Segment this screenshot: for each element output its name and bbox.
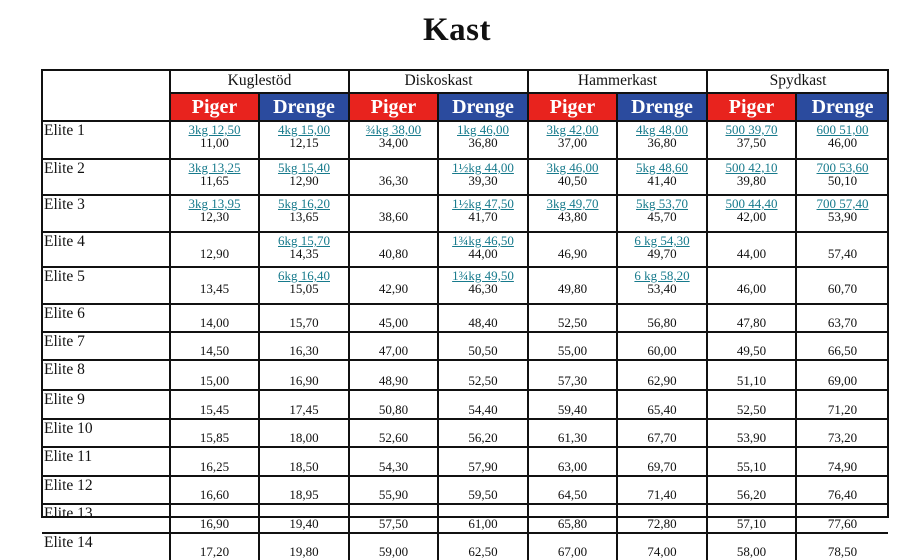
row-label: Elite 12 [42,476,170,504]
table-cell [528,533,617,560]
cell-value: 14,00 [199,315,230,330]
table-cell [259,447,349,476]
cell-value: 56,20 [468,430,498,445]
table-cell [617,533,707,560]
cell-value: 39,80 [736,173,767,188]
weight-link[interactable]: 6 kg 58,20 [634,268,690,283]
cell-value: 11,65 [200,173,229,188]
table-cell [707,121,796,159]
table-cell [528,390,617,419]
cell-value: 37,50 [736,135,767,150]
cell-value: 15,85 [199,430,230,445]
cell-value: 40,80 [378,246,409,261]
table-cell [170,390,259,419]
cell-value: 18,50 [289,459,319,474]
weight-link[interactable]: 3kg 46,00 [546,160,599,175]
cell-value: 36,30 [378,173,409,188]
cell-value: 18,95 [289,487,319,502]
corner-cell [42,93,170,121]
table-cell [438,304,528,332]
weight-link[interactable]: 5kg 15,40 [278,160,330,175]
weight-link[interactable]: 700 53,60 [816,160,869,175]
table-cell [528,304,617,332]
piger-header: Piger [170,93,259,121]
table-cell [796,504,888,533]
cell-value: 63,00 [557,459,588,474]
cell-value: 50,50 [468,343,498,358]
table-cell [349,159,438,195]
cell-value: 19,40 [289,516,319,531]
cell-value: 74,00 [647,544,677,559]
cell-value: 46,30 [468,281,498,296]
table-cell [349,195,438,232]
cell-value: 50,80 [378,402,409,417]
cell-value: 46,90 [557,246,588,261]
weight-link[interactable]: 5kg 16,20 [278,196,330,211]
table-cell [259,304,349,332]
cell-value: 73,20 [827,430,858,445]
cell-value: 60,70 [827,281,858,296]
table-cell [528,419,617,447]
row-label: Elite 10 [42,419,170,447]
cell-value: 55,10 [736,459,767,474]
piger-header: Piger [349,93,438,121]
weight-link[interactable]: 1¾kg 49,50 [452,268,514,283]
table-row [42,533,888,560]
table-cell [796,390,888,419]
cell-value: 50,10 [827,173,858,188]
page-title: Kast [423,12,491,48]
discipline-header: Kuglestöd [170,70,349,93]
cell-value: 47,00 [378,343,409,358]
drenge-header: Drenge [617,93,707,121]
table-cell [707,360,796,390]
cell-value: 66,50 [827,343,858,358]
table-cell [259,360,349,390]
cell-value: 78,50 [827,544,858,559]
table-row [42,332,888,360]
cell-value: 44,00 [736,246,767,261]
table-cell [349,390,438,419]
row-label: Elite 8 [42,360,170,390]
cell-value: 36,80 [468,135,498,150]
cell-value: 56,80 [647,315,677,330]
table-cell [170,533,259,560]
cell-value: 52,60 [378,430,409,445]
table-cell [259,504,349,533]
weight-link[interactable]: 3kg 12,50 [188,122,241,137]
weight-link[interactable]: 700 57,40 [816,196,869,211]
cell-value: 54,40 [468,402,498,417]
cell-value: 65,80 [557,516,588,531]
cell-value: 41,40 [647,173,677,188]
table-cell [528,476,617,504]
cell-value: 16,90 [199,516,230,531]
table-cell [617,232,707,267]
weight-link[interactable]: 1kg 46,00 [457,122,509,137]
table-row [42,360,888,390]
table-cell [170,419,259,447]
table-cell [259,476,349,504]
table-cell [528,267,617,304]
row-label: Elite 2 [42,159,170,195]
cell-value: 34,00 [378,135,409,150]
discipline-header: Hammerkast [528,70,707,93]
cell-value: 48,90 [378,373,409,388]
table-cell [796,121,888,159]
table-cell [349,504,438,533]
row-label: Elite 1 [42,121,170,159]
table-cell [617,447,707,476]
table-cell [707,267,796,304]
cell-value: 76,40 [827,487,858,502]
cell-value: 53,40 [647,281,677,296]
cell-value: 51,10 [736,373,767,388]
row-label: Elite 3 [42,195,170,232]
drenge-header: Drenge [796,93,888,121]
cell-value: 49,70 [647,246,677,261]
cell-value: 40,50 [557,173,588,188]
table-cell [617,332,707,360]
piger-header: Piger [528,93,617,121]
cell-value: 57,40 [827,246,858,261]
table-cell [796,267,888,304]
table-cell [528,195,617,232]
table-cell [796,533,888,560]
cell-value: 57,90 [468,459,498,474]
table-cell [617,476,707,504]
weight-link[interactable]: 3kg 49,70 [546,196,599,211]
cell-value: 56,20 [736,487,767,502]
cell-value: 59,50 [468,487,498,502]
cell-value: 37,00 [557,135,588,150]
table-cell [528,332,617,360]
cell-value: 52,50 [468,373,498,388]
weight-link[interactable]: 600 51,00 [816,122,869,137]
table-cell [617,121,707,159]
table-cell [349,304,438,332]
table-cell [707,419,796,447]
cell-value: 77,60 [827,516,858,531]
discipline-header-row [42,70,888,93]
weight-link[interactable]: 3kg 13,95 [188,196,241,211]
table-cell [796,304,888,332]
cell-value: 12,90 [199,246,230,261]
cell-value: 15,00 [199,373,230,388]
weight-link[interactable]: 3kg 42,00 [546,122,599,137]
table-cell [349,267,438,304]
table-cell [259,121,349,159]
cell-value: 57,10 [736,516,767,531]
discipline-header: Spydkast [707,70,888,93]
corner-cell [42,70,170,93]
table-cell [796,447,888,476]
table-cell [707,304,796,332]
cell-value: 49,80 [557,281,588,296]
cell-value: 16,30 [289,343,319,358]
cell-value: 13,45 [199,281,230,296]
cell-value: 12,90 [289,173,319,188]
cell-value: 63,70 [827,315,858,330]
table-cell [438,159,528,195]
cell-value: 60,00 [647,343,677,358]
cell-value: 62,50 [468,544,498,559]
table-cell [438,332,528,360]
table-cell [796,360,888,390]
table-cell [170,447,259,476]
table-cell [170,195,259,232]
row-label: Elite 9 [42,390,170,419]
row-label: Elite 14 [42,533,170,560]
table-cell [349,232,438,267]
cell-value: 59,40 [557,402,588,417]
table-cell [259,332,349,360]
table-cell [438,360,528,390]
table-cell [528,447,617,476]
cell-value: 38,60 [378,209,409,224]
table-row [42,447,888,476]
cell-value: 44,00 [468,246,498,261]
cell-value: 45,00 [378,315,409,330]
table-row [42,476,888,504]
cell-value: 36,80 [647,135,677,150]
table-cell [438,232,528,267]
table-cell [170,121,259,159]
table-cell [170,232,259,267]
cell-value: 17,45 [289,402,319,417]
table-cell [707,390,796,419]
cell-value: 67,00 [557,544,588,559]
table-cell [438,419,528,447]
table-cell [349,476,438,504]
cell-value: 52,50 [557,315,588,330]
table-cell [528,232,617,267]
row-label: Elite 13 [42,504,170,533]
cell-value: 42,00 [736,209,767,224]
weight-link[interactable]: 4kg 15,00 [278,122,330,137]
table-cell [438,390,528,419]
table-cell [707,533,796,560]
table-cell [259,533,349,560]
table-cell [796,195,888,232]
table-cell [617,304,707,332]
cell-value: 58,00 [736,544,767,559]
table-cell [170,159,259,195]
table-cell [438,121,528,159]
table-row [42,159,888,195]
table-cell [796,419,888,447]
table-cell [707,232,796,267]
table-cell [170,267,259,304]
table-row [42,121,888,159]
weight-link[interactable]: 1½kg 47,50 [452,196,514,211]
table-cell [438,447,528,476]
weight-link[interactable]: ¾kg 38,00 [365,122,422,137]
table-cell [349,419,438,447]
cell-value: 16,90 [289,373,319,388]
weight-link[interactable]: 5kg 53,70 [636,196,689,211]
table-cell [170,332,259,360]
table-cell [438,504,528,533]
sex-header-row [42,93,888,121]
cell-value: 72,80 [647,516,677,531]
cell-value: 14,50 [199,343,230,358]
table-row [42,504,888,533]
weight-link[interactable]: 6kg 15,70 [278,233,330,248]
table-cell [170,304,259,332]
table-cell [349,360,438,390]
cell-value: 53,90 [827,209,858,224]
table-cell [259,159,349,195]
row-label: Elite 5 [42,267,170,304]
cell-value: 65,40 [647,402,677,417]
table-row [42,195,888,232]
cell-value: 69,70 [647,459,677,474]
table-cell [796,232,888,267]
weight-link[interactable]: 1½kg 44,00 [452,160,514,175]
cell-value: 46,00 [827,135,858,150]
table-cell [707,504,796,533]
cell-value: 53,90 [736,430,767,445]
cell-value: 46,00 [736,281,767,296]
cell-value: 12,30 [199,209,230,224]
cell-value: 74,90 [827,459,858,474]
table-cell [349,121,438,159]
cell-value: 12,15 [289,135,319,150]
cell-value: 55,00 [557,343,588,358]
table-cell [707,447,796,476]
cell-value: 19,80 [289,544,319,559]
table-cell [617,504,707,533]
cell-value: 47,80 [736,315,767,330]
cell-value: 49,50 [736,343,767,358]
cell-value: 41,70 [468,209,498,224]
results-table [42,70,888,560]
cell-value: 67,70 [647,430,677,445]
cell-value: 64,50 [557,487,588,502]
table-cell [170,360,259,390]
table-cell [617,390,707,419]
cell-value: 62,90 [647,373,677,388]
row-label: Elite 6 [42,304,170,332]
table-cell [528,360,617,390]
drenge-header: Drenge [259,93,349,121]
cell-value: 16,25 [199,459,230,474]
cell-value: 39,30 [468,173,498,188]
row-label: Elite 11 [42,447,170,476]
table-row [42,232,888,267]
cell-value: 43,80 [557,209,588,224]
table-cell [438,267,528,304]
cell-value: 61,30 [557,430,588,445]
cell-value: 17,20 [199,544,230,559]
table-cell [796,476,888,504]
weight-link[interactable]: 1¾kg 46,50 [452,233,514,248]
weight-link[interactable]: 5kg 48,60 [636,160,689,175]
cell-value: 52,50 [736,402,767,417]
table-cell [259,267,349,304]
cell-value: 55,90 [378,487,409,502]
table-cell [617,159,707,195]
cell-value: 15,70 [289,315,319,330]
weight-link[interactable]: 500 39,70 [725,122,778,137]
table-cell [707,159,796,195]
table-row [42,419,888,447]
table-cell [349,533,438,560]
weight-link[interactable]: 6 kg 54,30 [634,233,690,248]
table-cell [259,195,349,232]
cell-value: 13,65 [289,209,319,224]
table-cell [259,390,349,419]
cell-value: 54,30 [378,459,409,474]
piger-header: Piger [707,93,796,121]
weight-link[interactable]: 500 42,10 [725,160,778,175]
cell-value: 57,30 [557,373,588,388]
row-label: Elite 7 [42,332,170,360]
cell-value: 18,00 [289,430,319,445]
cell-value: 15,45 [199,402,230,417]
cell-value: 59,00 [378,544,409,559]
table-cell [617,360,707,390]
table-cell [349,332,438,360]
row-label: Elite 4 [42,232,170,267]
weight-link[interactable]: 500 44,40 [725,196,778,211]
table-cell [617,267,707,304]
cell-value: 61,00 [468,516,498,531]
drenge-header: Drenge [438,93,528,121]
table-cell [528,159,617,195]
cell-value: 14,35 [289,246,319,261]
table-cell [438,533,528,560]
cell-value: 57,50 [378,516,409,531]
table-row [42,390,888,419]
table-cell [528,504,617,533]
table-cell [617,195,707,232]
table-cell [796,332,888,360]
table-cell [707,332,796,360]
cell-value: 42,90 [378,281,409,296]
cell-value: 71,20 [827,402,858,417]
table-cell [349,447,438,476]
cell-value: 69,00 [827,373,858,388]
cell-value: 15,05 [289,281,319,296]
weight-link[interactable]: 4kg 48,00 [636,122,689,137]
cell-value: 11,00 [200,135,229,150]
table-cell [438,195,528,232]
table-row [42,267,888,304]
table-cell [259,232,349,267]
table-cell [617,419,707,447]
table-row [42,304,888,332]
table-cell [259,419,349,447]
cell-value: 48,40 [468,315,498,330]
table-cell [528,121,617,159]
cell-value: 71,40 [647,487,677,502]
table-cell [170,476,259,504]
table-cell [707,195,796,232]
table-cell [438,476,528,504]
cell-value: 45,70 [647,209,677,224]
weight-link[interactable]: 6kg 16,40 [278,268,330,283]
cell-value: 16,60 [199,487,230,502]
table-cell [707,476,796,504]
discipline-header: Diskoskast [349,70,528,93]
weight-link[interactable]: 3kg 13,25 [188,160,241,175]
table-cell [796,159,888,195]
table-cell [170,504,259,533]
